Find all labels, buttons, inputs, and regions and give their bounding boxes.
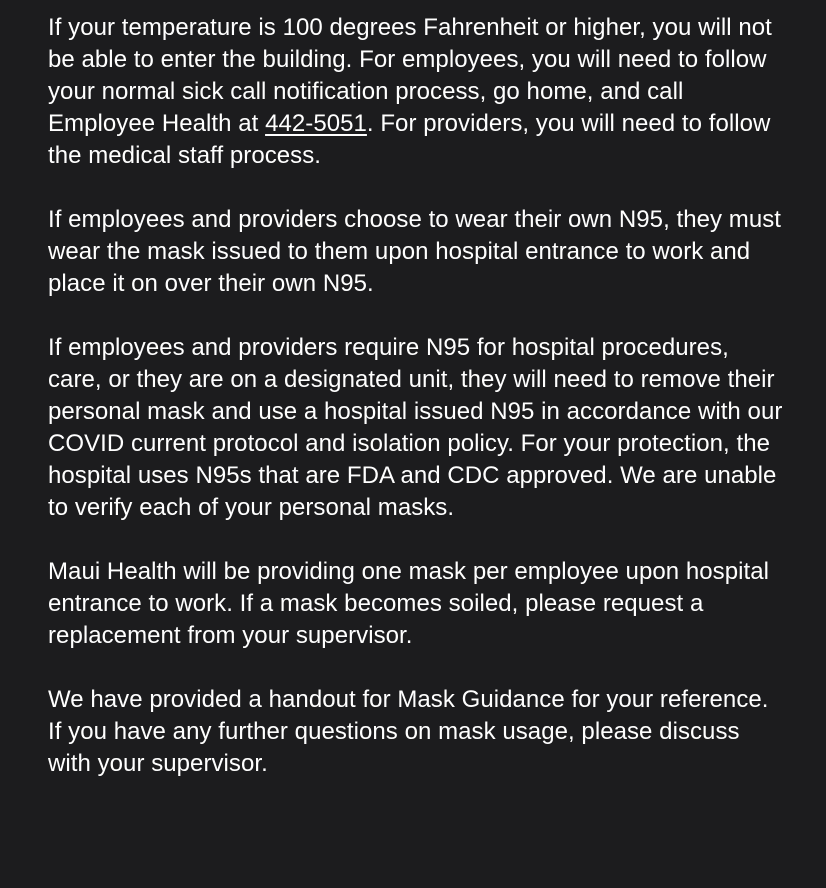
temperature-policy-text-end: . For providers, you will need to follow the medical staff process. [48, 110, 771, 169]
paragraph-temperature-policy [48, 12, 788, 172]
paragraph-own-n95-policy: If employees and providers choose to wear their own N95, they must wear the mask issued to them upon hospital entrance to work and place it on over their own N95. [48, 206, 782, 297]
temperature-policy-text-start: If your temperature is 100 degrees Fahrenheit or higher, you will not be able to enter the building. For employees, you will need to follow your normal sick call notification process, go home, and call Employee Health at [48, 14, 772, 137]
paragraph-mask-provision: Maui Health will be providing one mask per employee upon hospital entrance to work. If a mask becomes soiled, please request a replacement from your supervisor. [48, 558, 769, 649]
paragraph-mask-guidance-handout: We have provided a handout for Mask Guidance for your reference. If you have any further questions on mask usage, please discuss with your supervisor. [48, 686, 769, 777]
employee-health-phone-link[interactable]: 442-5051 [265, 110, 367, 137]
paragraph-hospital-n95-policy: If employees and providers require N95 for hospital procedures, care, or they are on a designated unit, they will need to remove their personal mask and use a hospital issued N95 in accordance with our COVID current protocol and isolation policy. For your protection, the hospital uses N95s that are FDA and CDC approved. We are unable to verify each of your personal masks. [48, 334, 783, 521]
message-body [48, 12, 788, 812]
